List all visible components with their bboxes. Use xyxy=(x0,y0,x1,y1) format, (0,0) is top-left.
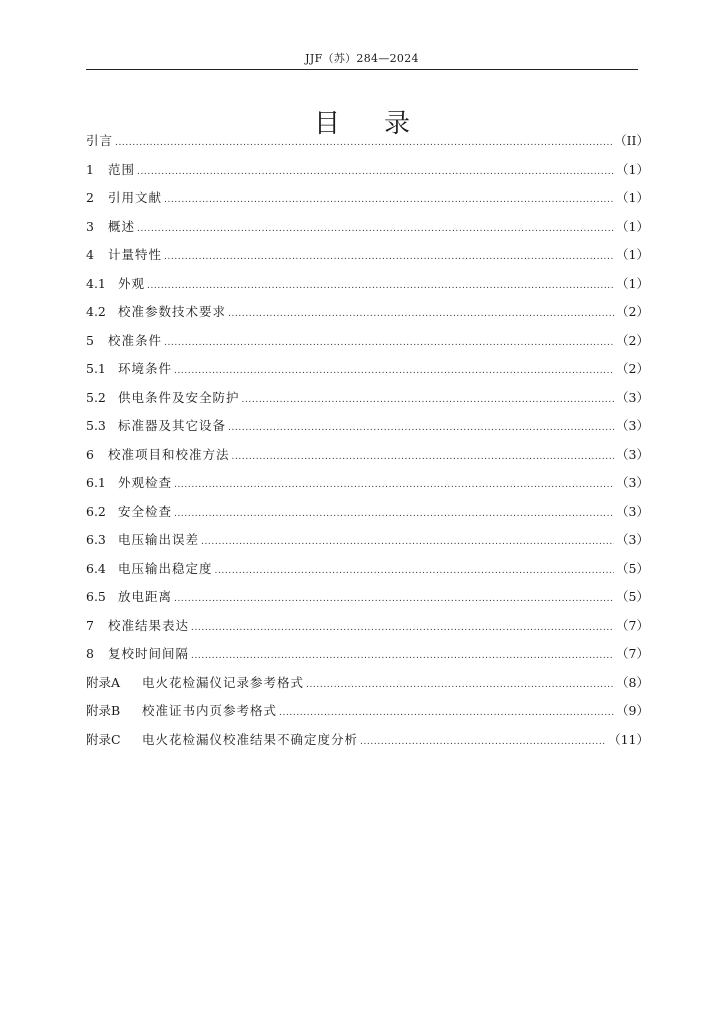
toc-entry-number: 附录C xyxy=(86,731,121,747)
toc-entry-number: 5.1 xyxy=(86,361,106,376)
toc-entry-page: （7） xyxy=(616,646,649,661)
toc-entry-label: 安全检查 xyxy=(118,503,173,519)
toc-leader-dots xyxy=(174,500,614,529)
toc-leader-dots xyxy=(228,414,614,443)
toc-entry-6-4[interactable] xyxy=(86,555,649,584)
toc-entry-number: 5.2 xyxy=(86,389,106,405)
toc-entry-number: 6 xyxy=(86,446,94,462)
toc-entry-label: 引用文献 xyxy=(108,190,163,205)
table-of-contents xyxy=(86,127,649,754)
toc-entry-number: 3 xyxy=(86,218,94,234)
toc-entry-page: （3） xyxy=(616,503,649,519)
toc-entry-page: （1） xyxy=(616,218,649,234)
toc-entry-page: （1） xyxy=(616,161,649,177)
toc-entry-4[interactable] xyxy=(86,241,649,270)
toc-leader-dots xyxy=(306,671,614,700)
header-divider xyxy=(86,69,638,70)
toc-entry-page: （7） xyxy=(616,617,649,633)
toc-entry-4-1[interactable] xyxy=(86,270,649,299)
toc-entry-label: 放电距离 xyxy=(118,589,173,604)
toc-entry-6[interactable] xyxy=(86,441,649,470)
toc-leader-dots xyxy=(215,557,615,586)
toc-entry-7[interactable] xyxy=(86,612,649,641)
toc-entry-1[interactable] xyxy=(86,156,649,185)
toc-entry-page: （2） xyxy=(616,332,649,348)
toc-entry-number: 6.1 xyxy=(86,475,106,490)
toc-entry-label: 复校时间间隔 xyxy=(108,646,190,661)
toc-entry-label: 引言 xyxy=(86,133,114,148)
toc-entry-label: 概述 xyxy=(108,218,136,234)
toc-leader-dots xyxy=(360,728,606,757)
toc-leader-dots xyxy=(228,300,614,329)
toc-leader-dots xyxy=(174,357,614,386)
toc-entry-number: 5 xyxy=(86,332,94,348)
toc-entry-page: （II） xyxy=(614,133,649,148)
toc-entry-page: （2） xyxy=(616,304,649,319)
toc-entry-number: 6.4 xyxy=(86,560,106,576)
toc-entry-label: 范围 xyxy=(108,161,136,177)
toc-leader-dots xyxy=(191,642,614,671)
toc-entry-label: 校准证书内页参考格式 xyxy=(142,703,278,718)
page-title: 目录 xyxy=(313,109,454,140)
toc-entry-appendix-b[interactable] xyxy=(86,697,649,726)
toc-entry-number: 1 xyxy=(86,161,94,177)
toc-entry-label: 校准结果表达 xyxy=(108,617,190,633)
toc-entry-page: （1） xyxy=(616,247,649,262)
toc-entry-6-1[interactable] xyxy=(86,469,649,498)
toc-entry-number: 8 xyxy=(86,646,94,661)
toc-entry-number: 7 xyxy=(86,617,94,633)
toc-entry-5-2[interactable] xyxy=(86,384,649,413)
toc-entry-number: 6.3 xyxy=(86,532,106,547)
toc-entry-6-2[interactable] xyxy=(86,498,649,527)
toc-entry-page: （8） xyxy=(616,674,649,690)
toc-entry-number: 附录A xyxy=(86,674,121,690)
toc-entry-label: 校准项目和校准方法 xyxy=(108,446,230,462)
toc-entry-2[interactable] xyxy=(86,184,649,213)
toc-entry-page: （3） xyxy=(616,475,649,490)
toc-leader-dots xyxy=(164,243,614,272)
toc-entry-label: 电压输出稳定度 xyxy=(118,560,213,576)
toc-entry-label: 校准条件 xyxy=(108,332,163,348)
toc-entry-page: （2） xyxy=(616,361,649,376)
toc-entry-label: 校准参数技术要求 xyxy=(118,304,227,319)
document-header-code: JJF（苏）284—2024 xyxy=(305,52,419,65)
toc-entry-5-3[interactable] xyxy=(86,412,649,441)
toc-entry-number: 5.3 xyxy=(86,418,106,433)
toc-entry-introduction[interactable] xyxy=(86,127,649,156)
toc-entry-page: （3） xyxy=(616,389,649,405)
toc-entry-number: 4.1 xyxy=(86,275,106,291)
toc-entry-page: （1） xyxy=(616,190,649,205)
toc-leader-dots xyxy=(164,186,614,215)
toc-entry-8[interactable] xyxy=(86,640,649,669)
toc-entry-number: 6.5 xyxy=(86,589,106,604)
toc-entry-label: 环境条件 xyxy=(118,361,173,376)
toc-leader-dots xyxy=(242,386,615,415)
toc-entry-label: 外观检查 xyxy=(118,475,173,490)
toc-leader-dots xyxy=(174,585,614,614)
toc-entry-6-5[interactable] xyxy=(86,583,649,612)
toc-entry-page: （5） xyxy=(616,560,649,576)
toc-entry-number: 6.2 xyxy=(86,503,106,519)
toc-entry-label: 外观 xyxy=(118,275,146,291)
toc-entry-appendix-c[interactable] xyxy=(86,726,649,755)
toc-entry-4-2[interactable] xyxy=(86,298,649,327)
toc-entry-appendix-a[interactable] xyxy=(86,669,649,698)
toc-leader-dots xyxy=(115,129,612,158)
toc-leader-dots xyxy=(137,215,614,244)
toc-leader-dots xyxy=(191,614,614,643)
toc-entry-page: （11） xyxy=(608,731,649,747)
toc-entry-page: （1） xyxy=(616,275,649,291)
toc-entry-page: （3） xyxy=(616,446,649,462)
toc-entry-label: 电火花检漏仪校准结果不确定度分析 xyxy=(142,731,359,747)
toc-entry-5-1[interactable] xyxy=(86,355,649,384)
toc-entry-number: 2 xyxy=(86,190,94,205)
toc-entry-label: 标准器及其它设备 xyxy=(118,418,227,433)
toc-entry-number: 4.2 xyxy=(86,304,106,319)
toc-entry-label: 电压输出误差 xyxy=(118,532,200,547)
toc-entry-page: （9） xyxy=(616,703,649,718)
toc-leader-dots xyxy=(232,443,615,472)
toc-leader-dots xyxy=(164,329,614,358)
toc-leader-dots xyxy=(147,272,614,301)
toc-entry-label: 电火花检漏仪记录参考格式 xyxy=(142,674,305,690)
toc-leader-dots xyxy=(174,471,614,500)
toc-entry-page: （5） xyxy=(616,589,649,604)
toc-entry-3[interactable] xyxy=(86,213,649,242)
toc-leader-dots xyxy=(201,528,614,557)
toc-entry-label: 计量特性 xyxy=(108,247,163,262)
toc-leader-dots xyxy=(137,158,614,187)
toc-entry-5[interactable] xyxy=(86,327,649,356)
toc-leader-dots xyxy=(279,699,614,728)
toc-entry-number: 4 xyxy=(86,247,94,262)
toc-entry-6-3[interactable] xyxy=(86,526,649,555)
toc-entry-page: （3） xyxy=(616,532,649,547)
toc-entry-page: （3） xyxy=(616,418,649,433)
toc-entry-label: 供电条件及安全防护 xyxy=(118,389,240,405)
toc-entry-number: 附录B xyxy=(86,703,121,718)
